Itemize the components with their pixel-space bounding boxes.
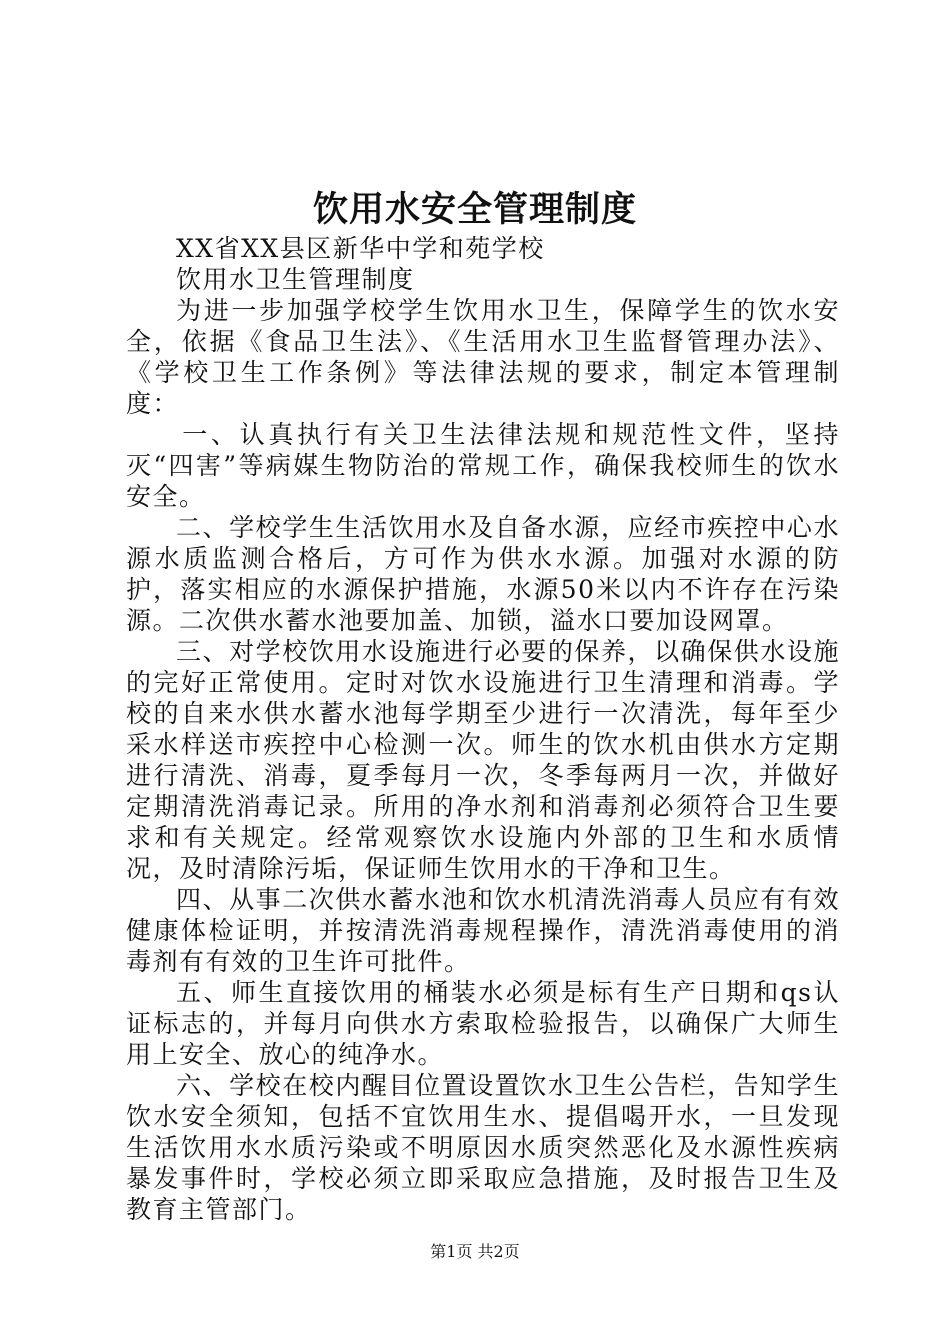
paragraph-item-5: 五、师生直接饮用的桶装水必须是标有生产日期和qs认证标志的，并每月向供水方索取检验报告，以确保广大师生用上安全、放心的纯净水。: [126, 978, 840, 1069]
school-line: XX省XX县区新华中学和苑学校: [176, 234, 545, 263]
paragraph-item-6: 六、学校在校内醒目位置设置饮水卫生公告栏，告知学生饮水安全须知，包括不宜饮用生水、提倡喝开水，一旦发现生活饮用水水质污染或不明原因水质突然恶化及水源性疾病暴发事件时，学校必须立即采取应急措施，及时报告卫生及教育主管部门。: [126, 1071, 840, 1224]
paragraph-item-1: 一、认真执行有关卫生法律法规和规范性文件，坚持灭“四害”等病媒生物防治的常规工作，确保我校师生的饮水安全。: [126, 420, 840, 511]
paragraph-item-4: 四、从事二次供水蓄水池和饮水机清洗消毒人员应有有效健康体检证明，并按清洗消毒规程操作，清洗消毒使用的消毒剂有有效的卫生许可批件。: [126, 885, 840, 976]
document-title: 饮用水安全管理制度: [312, 189, 637, 230]
paragraph-intro: 为进一步加强学校学生饮用水卫生，保障学生的饮水安全，依据《食品卫生法》、《生活用水卫生监督管理办法》、《学校卫生工作条例》等法律法规的要求，制定本管理制度：: [126, 296, 840, 418]
paragraph-item-2: 二、学校学生生活饮用水及自备水源，应经市疾控中心水源水质监测合格后，方可作为供水水源。加强对水源的防护，落实相应的水源保护措施，水源50米以内不许存在污染源。二次供水蓄水池要加盖、加锁，溢水口要加设网罩。: [126, 513, 840, 635]
subtitle-line: 饮用水卫生管理制度: [176, 265, 415, 294]
document-body: [126, 233, 840, 1225]
paragraph-item-3: 三、对学校饮用水设施进行必要的保养，以确保供水设施的完好正常使用。定时对饮水设施进行卫生清理和消毒。学校的自来水供水蓄水池每学期至少进行一次清洗，每年至少采水样送市疾控中心检测一次。师生的饮水机由供水方定期进行清洗、消毒，夏季每月一次，冬季每两月一次，并做好定期清洗消毒记录。所用的净水剂和消毒剂必须符合卫生要求和有关规定。经常观察饮水设施内外部的卫生和水质情况，及时清除污垢，保证师生饮用水的干净和卫生。: [126, 637, 840, 883]
page-footer: 第1页 共2页: [430, 1242, 520, 1261]
